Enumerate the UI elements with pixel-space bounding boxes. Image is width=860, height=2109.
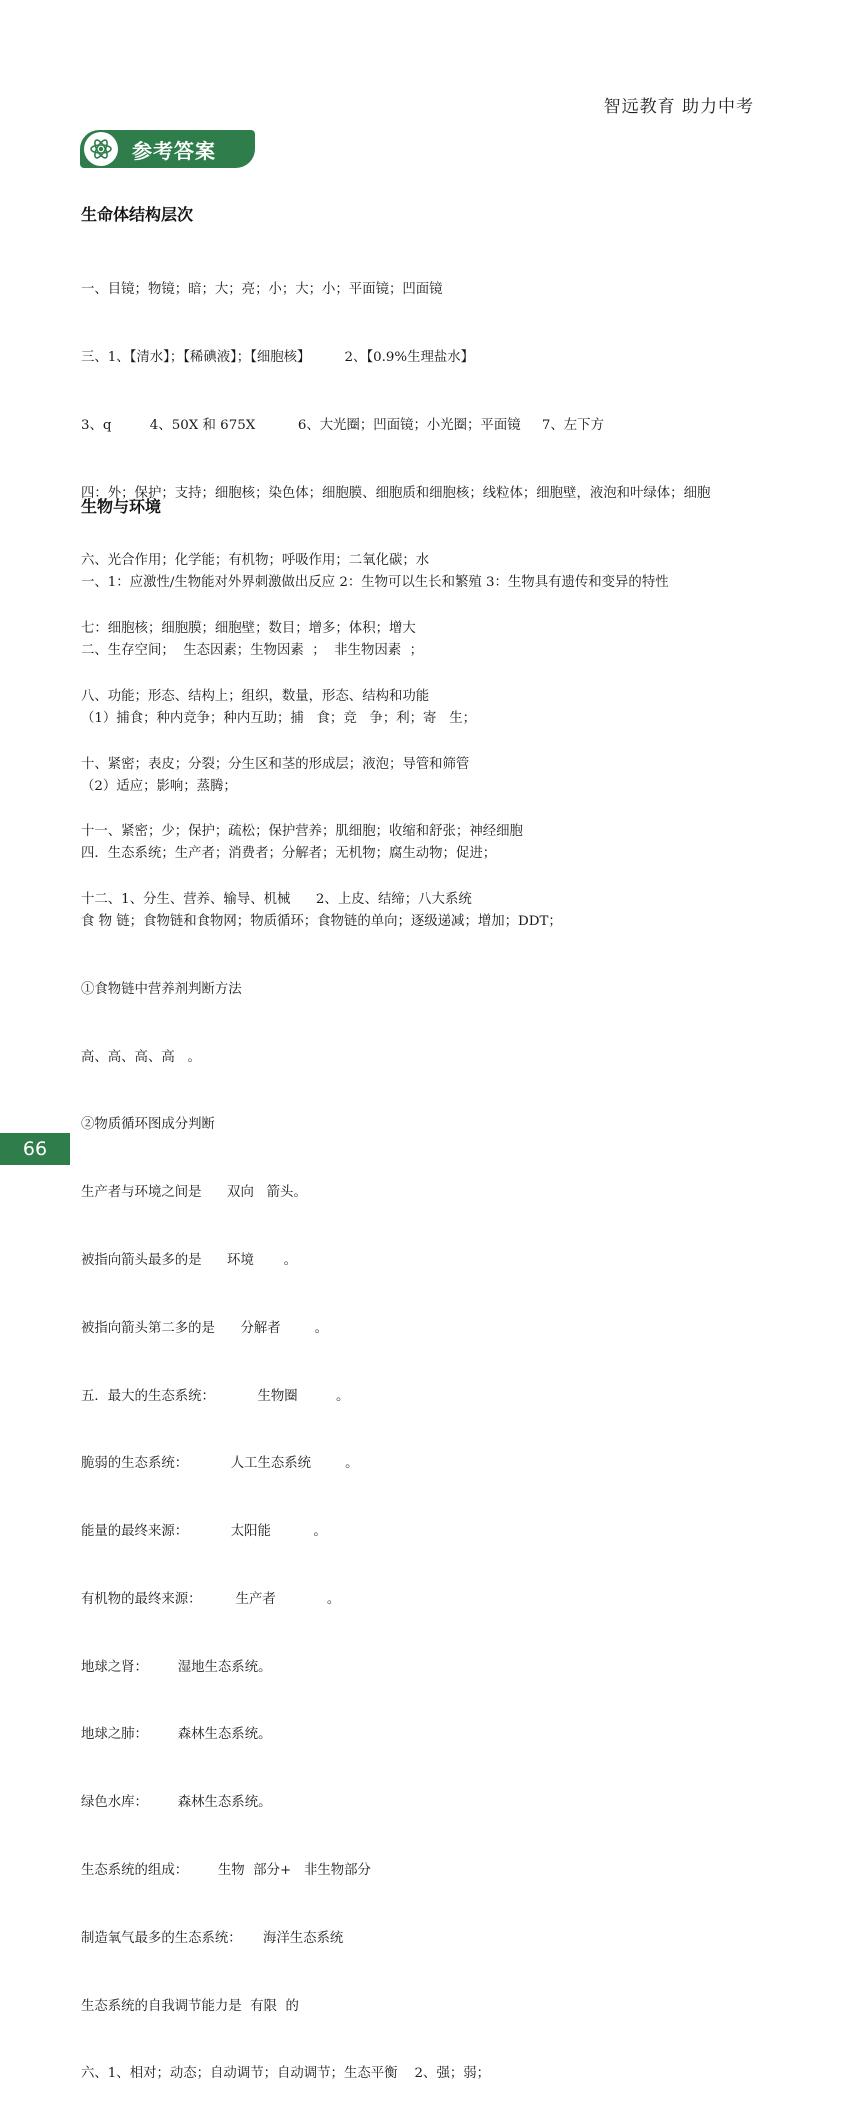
answer-line: 脆弱的生态系统： 人工生态系统 。: [81, 1456, 359, 1472]
answer-line: 一、目镜；物镜；暗；大；亮；小；大；小；平面镜；凹面镜: [81, 282, 443, 298]
answer-line: 地球之肾： 湿地生态系统。: [81, 1659, 272, 1675]
answer-line: 七：细胞核；细胞膜；细胞壁；数目；增多；体积；增大: [81, 621, 416, 637]
answer-line: 生产者与环境之间是 双向 箭头。: [81, 1185, 307, 1201]
section-body-environment: [81, 527, 781, 2109]
answer-line: 绿色水库： 森林生态系统。: [81, 1795, 272, 1811]
badge-title: 参考答案: [132, 138, 216, 163]
section-title-environment: 生物与环境: [81, 497, 162, 516]
answer-line: 生态系统的组成： 生物 部分+ 非生物部分: [81, 1863, 371, 1879]
answer-line: 被指向箭头第二多的是 分解者 。: [81, 1320, 329, 1336]
section-title-structure: 生命体结构层次: [81, 205, 194, 224]
answer-line: 四．生态系统；生产者；消费者；分解者；无机物；腐生动物；促进；: [81, 846, 497, 862]
answer-line: ②物质循环图成分判断: [81, 1117, 215, 1133]
answer-line: 二、生存空间； 生态因素；生物因素 ； 非生物因素 ；: [81, 642, 424, 658]
answer-line: 制造氧气最多的生态系统： 海洋生态系统: [81, 1930, 344, 1946]
atom-icon: [84, 132, 118, 166]
answer-line: 十、紧密；表皮；分裂；分生区和茎的形成层；液泡；导管和筛管: [81, 756, 470, 772]
answer-line: 有机物的最终来源： 生产者 。: [81, 1591, 341, 1607]
answer-line: 地球之肺： 森林生态系统。: [81, 1727, 272, 1743]
answer-line: （2）适应；影响；蒸腾；: [81, 778, 237, 794]
answer-line: 生态系统的自我调节能力是 有限 的: [81, 1998, 299, 2014]
answer-line: 五．最大的生态系统： 生物圈 。: [81, 1388, 350, 1404]
answer-line: ①食物链中营养剂判断方法: [81, 981, 242, 997]
answer-line: 八、功能；形态、结构上；组织，数量，形态、结构和功能: [81, 688, 430, 704]
answer-line: 3、q 4、50X 和 675X 6、大光圈；凹面镜；小光圈；平面镜 7、左下方: [81, 417, 604, 433]
answer-line: （1）捕食；种内竞争；种内互助；捕 食；竞 争；利；寄 生；: [81, 710, 476, 726]
answer-badge: [80, 130, 255, 168]
answer-line: 六、光合作用；化学能；有机物；呼吸作用；二氧化碳；水: [81, 553, 430, 569]
answer-line: 三、1、【清水】；【稀碘液】；【细胞核】 2、【0.9%生理盐水】: [81, 349, 475, 365]
answer-line: 高、高、高、高 。: [81, 1049, 201, 1065]
answer-line: 一、1：应激性/生物能对外界刺激做出反应 2：生物可以生长和繁殖 3：生物具有遗传和变异的特性: [81, 575, 669, 591]
answer-line: 四：外；保护；支持；细胞核；染色体；细胞膜、细胞质和细胞核；线粒体；细胞壁，液泡和叶绿体；细胞: [81, 485, 711, 501]
answer-line: 能量的最终来源： 太阳能 。: [81, 1524, 327, 1540]
answer-line: 十一、紧密；少；保护；疏松；保护营养；肌细胞；收缩和舒张；神经细胞: [81, 824, 523, 840]
answer-line: 十二、1、分生、营养、输导、机械 2、上皮、结缔；八大系统: [81, 892, 472, 908]
page-number: 66: [0, 1133, 70, 1165]
answer-line: 被指向箭头最多的是 环境 。: [81, 1253, 298, 1268]
answer-line: 六、1、相对；动态；自动调节；自动调节；生态平衡 2、强；弱；: [81, 2066, 491, 2082]
header-brand: 智远教育 助力中考: [603, 97, 754, 117]
answer-line: 食 物 链；食物链和食物网；物质循环；食物链的单向；逐级递减；增加；DDT；: [81, 914, 562, 930]
